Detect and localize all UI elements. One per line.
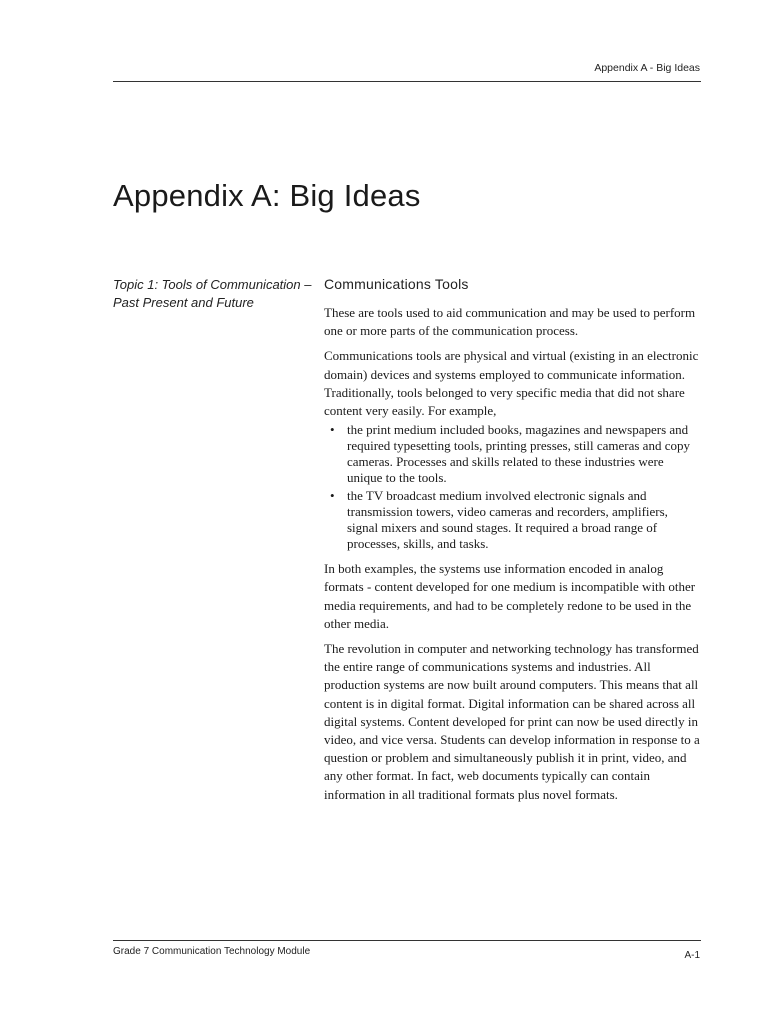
header-divider <box>113 81 701 82</box>
paragraph: In both examples, the systems use information encoded in analog formats - content developed for one medium is incompatible with other media requirements, and had to be completely redone to be used in the other media. <box>324 561 696 631</box>
page-number: A-1 <box>684 950 700 961</box>
main-content <box>324 276 702 811</box>
list-item <box>324 422 702 486</box>
running-head: Appendix A - Big Ideas <box>594 62 700 74</box>
paragraph: Communications tools are physical and virtual (existing in an electronic domain) devices and systems employed to communicate information. Traditionally, tools belonged to very specific media that did not share content very easily. For example, <box>324 348 699 419</box>
paragraph: These are tools used to aid communication and may be used to perform one or more parts of the communication process. <box>324 305 696 339</box>
list-item-text: the print medium included books, magazines and newspapers and required typesetting tools, printing presses, still cameras and copy cameras. Processes and skills related to these industries were unique to the tools. <box>347 422 690 486</box>
bullet-icon: • <box>330 422 335 438</box>
footer-module-title: Grade 7 Communication Technology Module <box>113 946 311 957</box>
sidebar-topic-label: Topic 1: Tools of Communication – Past Present and Future <box>113 277 312 310</box>
footer-divider <box>113 940 701 941</box>
page-title: Appendix A: Big Ideas <box>113 178 421 213</box>
section-heading: Communications Tools <box>324 276 469 292</box>
paragraph: The revolution in computer and networking technology has transformed the entire range of communications systems and industries. All production systems are now built around computers. This means that all content is in digital format. Digital information can be shared across all digital systems. Content developed for print can now be used directly in video, and vice versa. Students can develop information in response to a question or problem and simultaneously publish it in print, video, and any other format. In fact, web documents typically can contain information in all traditional formats plus novel formats. <box>324 641 700 802</box>
list-item <box>324 488 702 552</box>
list-item-text: the TV broadcast medium involved electronic signals and transmission towers, video cameras and recorders, amplifiers, signal mixers and sound stages. It required a broad range of processes, skills, and tasks. <box>347 488 668 552</box>
bullet-list <box>324 422 702 552</box>
bullet-icon: • <box>330 488 335 504</box>
